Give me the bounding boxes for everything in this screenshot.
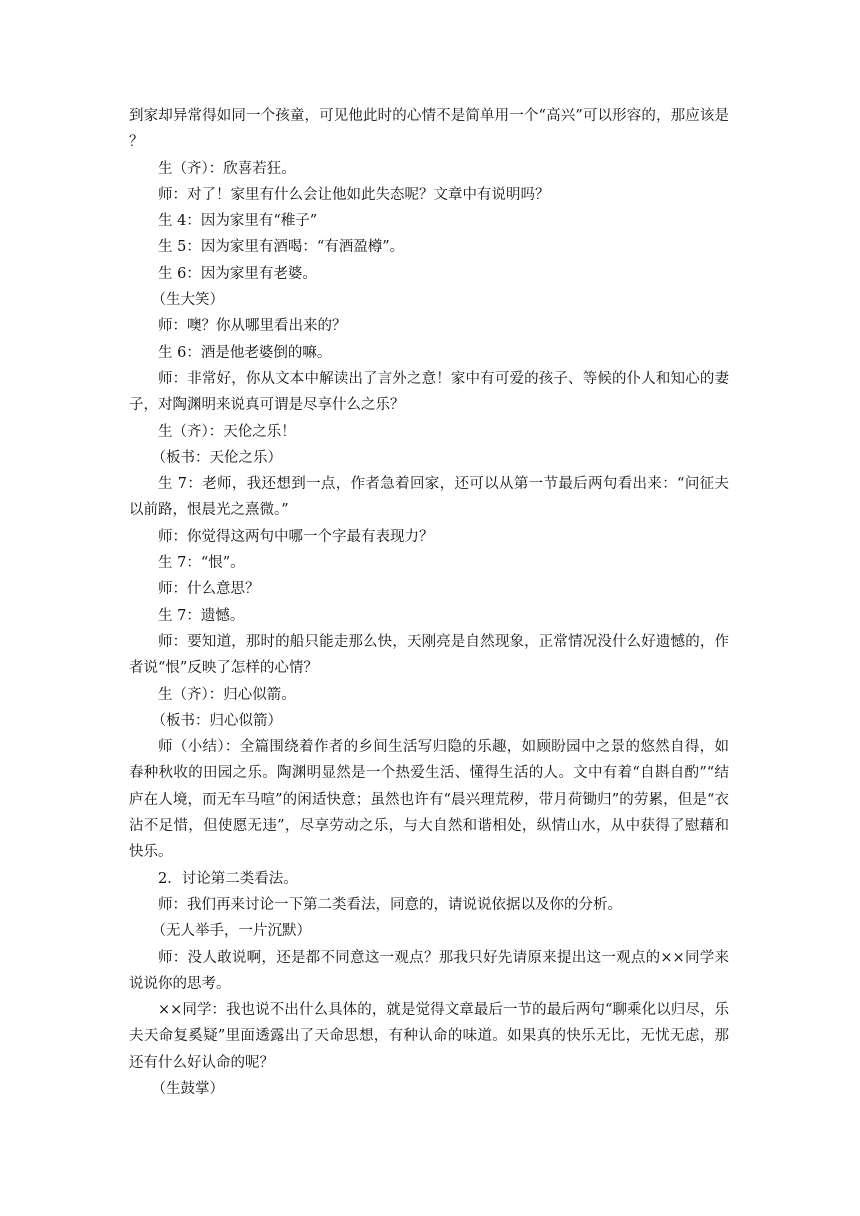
paragraph: 生 5：因为家里有酒喝：“有酒盈樽”。 <box>158 239 405 256</box>
paragraph: 生（齐）：归心似箭。 <box>158 686 296 703</box>
paragraph: 生 6：酒是他老婆倒的嘛。 <box>158 344 332 361</box>
paragraph: 2．讨论第二类看法。 <box>158 870 298 887</box>
paragraph: （生大笑） <box>151 292 224 309</box>
paragraph: 生 6：因为家里有老婆。 <box>158 265 317 282</box>
paragraph: 师：噢？你从哪里看出来的？ <box>158 318 347 335</box>
document-body <box>129 103 729 1102</box>
paragraph: 师：要知道，那时的船只能走那么快，天刚亮是自然现象，正常情况没什么好遗憾的，作者说“恨”反映了怎样的心情？ <box>129 633 729 677</box>
paragraph: 师：对了！家里有什么会让他如此失态呢？文章中有说明吗？ <box>158 186 550 203</box>
paragraph: 生 7：老师，我还想到一点，作者急着回家，还可以从第一节最后两句看出来：“问征夫以前路，恨晨光之熹微。” <box>129 476 729 519</box>
paragraph: ××同学：我也说不出什么具体的，就是觉得文章最后一节的最后两句“聊乘化以归尽，乐夫天命复奚疑”里面透露出了天命思想，有种认命的味道。如果真的快乐无比，无忧无虑，那还有什么好认命的呢？ <box>129 1002 729 1071</box>
paragraph: （无人举手，一片沉默） <box>151 923 311 940</box>
paragraph: 生（齐）：欣喜若狂。 <box>158 160 296 177</box>
paragraph: 到家却异常得如同一个孩童，可见他此时的心情不是简单用一个“高兴”可以形容的，那应该是？ <box>129 108 729 151</box>
paragraph: 师：你觉得这两句中哪一个字最有表现力？ <box>158 528 434 545</box>
paragraph: 师：非常好，你从文本中解读出了言外之意！家中有可爱的孩子、等候的仆人和知心的妻子，对陶渊明来说真可谓是尽享什么之乐？ <box>129 370 729 414</box>
paragraph: 师：什么意思？ <box>158 581 260 598</box>
paragraph: （生鼓掌） <box>151 1080 224 1097</box>
paragraph: （板书：归心似箭） <box>151 712 282 729</box>
paragraph: 生（齐）：天伦之乐！ <box>158 423 296 440</box>
paragraph: 师：没人敢说啊，还是都不同意这一观点？那我只好先请原来提出这一观点的××同学来说说你的思考。 <box>129 949 729 992</box>
paragraph: （板书：天伦之乐） <box>151 449 282 466</box>
paragraph: 师：我们再来讨论一下第二类看法，同意的，请说说依据以及你的分析。 <box>158 896 622 913</box>
paragraph: 师（小结）：全篇围绕着作者的乡间生活写归隐的乐趣，如顾盼园中之景的悠然自得，如春种秋收的田园之乐。陶渊明显然是一个热爱生活、懂得生活的人。文中有着“自斟自酌”“结庐在人境，而无车马喧”的闲适快意；虽然也许有“晨兴理荒秽，带月荷锄归”的劳累，但是“衣沾不足惜，但使愿无违”，尽享劳动之乐，与大自然和谐相处，纵情山水，从中获得了慰藉和快乐。 <box>129 739 729 861</box>
paragraph: 生 7：“恨”。 <box>158 555 245 572</box>
paragraph: 生 4：因为家里有“稚子” <box>158 213 318 230</box>
paragraph: 生 7：遗憾。 <box>158 607 245 624</box>
